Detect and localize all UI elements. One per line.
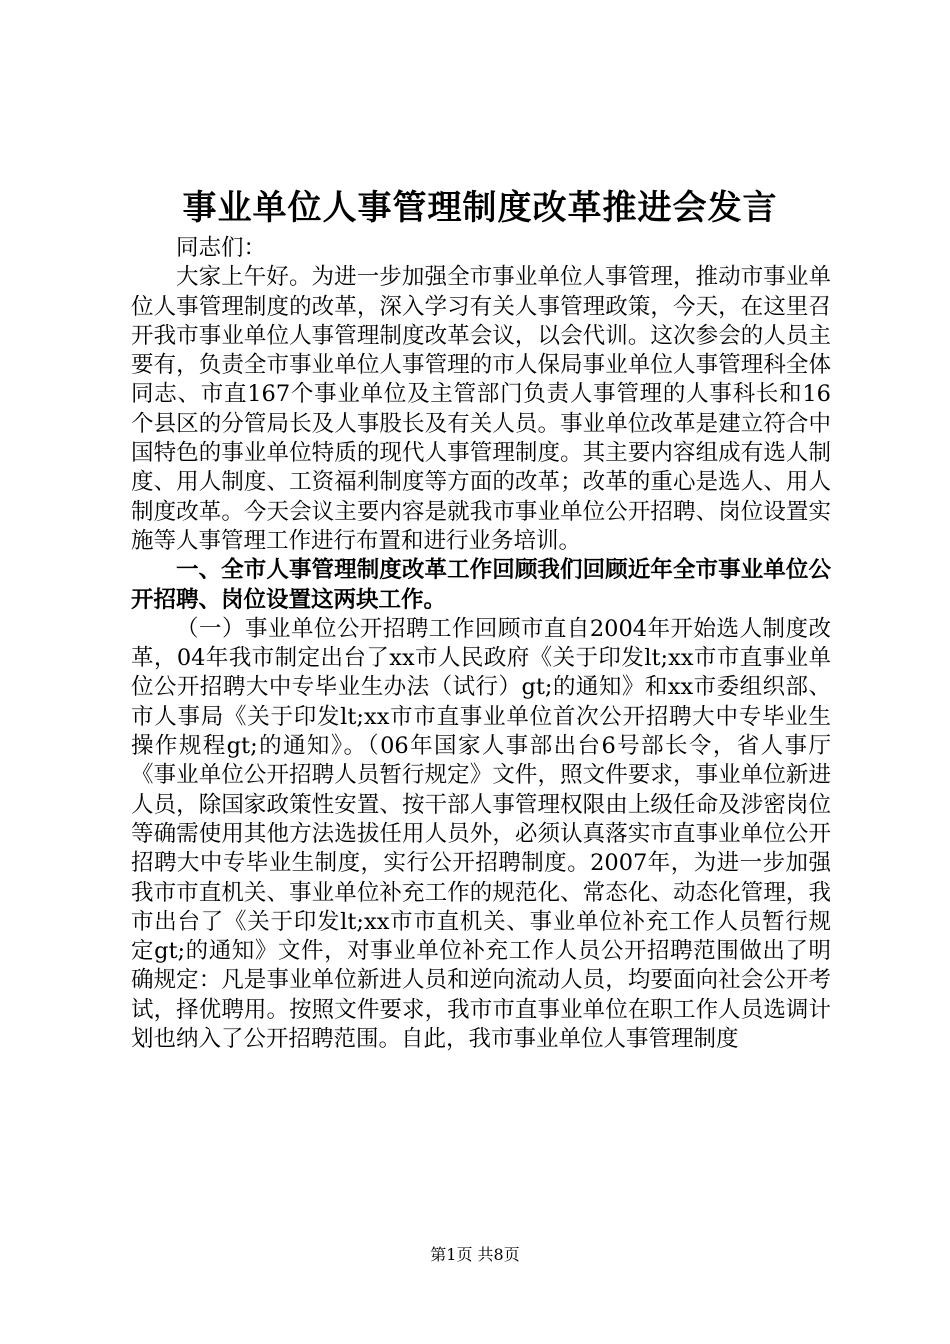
salutation-paragraph: 同志们：: [176, 235, 267, 261]
document-title: 事业单位人事管理制度改革推进会发言: [182, 188, 778, 228]
page-footer: 第1页 共8页: [430, 1245, 520, 1264]
recruitment-review-paragraph: （一）事业单位公开招聘工作回顾市直自2004年开始选人制度改革，04年我市制定出台了xx市人民政府《关于印发lt;xx市市直事业单位公开招聘大中专毕业生办法（试行）gt;的通知》和xx市委组织部、市人事局《关于印发lt;xx市市直事业单位首次公开招聘大中专毕业生操作规程gt;的通知》。（06年国家人事部出台6号部长令，省人事厅《事业单位公开招聘人员暂行规定》文件，照文件要求，事业单位新进人员，除国家政策性安置、按干部人事管理权限由上级任命及涉密岗位等确需使用其他方法选拔任用人员外，必须认真落实市直事业单位公开招聘大中专毕业生制度，实行公开招聘制度。2007年，为进一步加强我市市直机关、事业单位补充工作的规范化、常态化、动态化管理，我市出台了《关于印发lt;xx市市直机关、事业单位补充工作人员暂行规定gt;的通知》文件，对事业单位补充工作人员公开招聘范围做出了明确规定：凡是事业单位新进人员和逆向流动人员，均要面向社会公开考试，择优聘用。按照文件要求，我市市直事业单位在职工作人员选调计划也纳入了公开招聘范围。自此，我市事业单位人事管理制度: [131, 615, 831, 1053]
opening-paragraph: 大家上午好。为进一步加强全市事业单位人事管理，推动市事业单位人事管理制度的改革，深入学习有关人事管理政策，今天，在这里召开我市事业单位人事管理制度改革会议，以会代训。这次参会的人员主要有，负责全市事业单位人事管理的市人保局事业单位人事管理科全体同志、市直167个事业单位及主管部门负责人事管理的人事科长和16个县区的分管局长及人事股长及有关人员。事业单位改革是建立符合中国特色的事业单位特质的现代人事管理制度。其主要内容组成有选人制度、用人制度、工资福利制度等方面的改革；改革的重心是选人、用人制度改革。今天会议主要内容是就我市事业单位公开招聘、岗位设置实施等人事管理工作进行布置和进行业务培训。: [131, 264, 831, 554]
section-heading-review: 一、全市人事管理制度改革工作回顾我们回顾近年全市事业单位公开招聘、岗位设置这两块工作。: [131, 557, 831, 613]
document-body: [131, 234, 831, 1054]
